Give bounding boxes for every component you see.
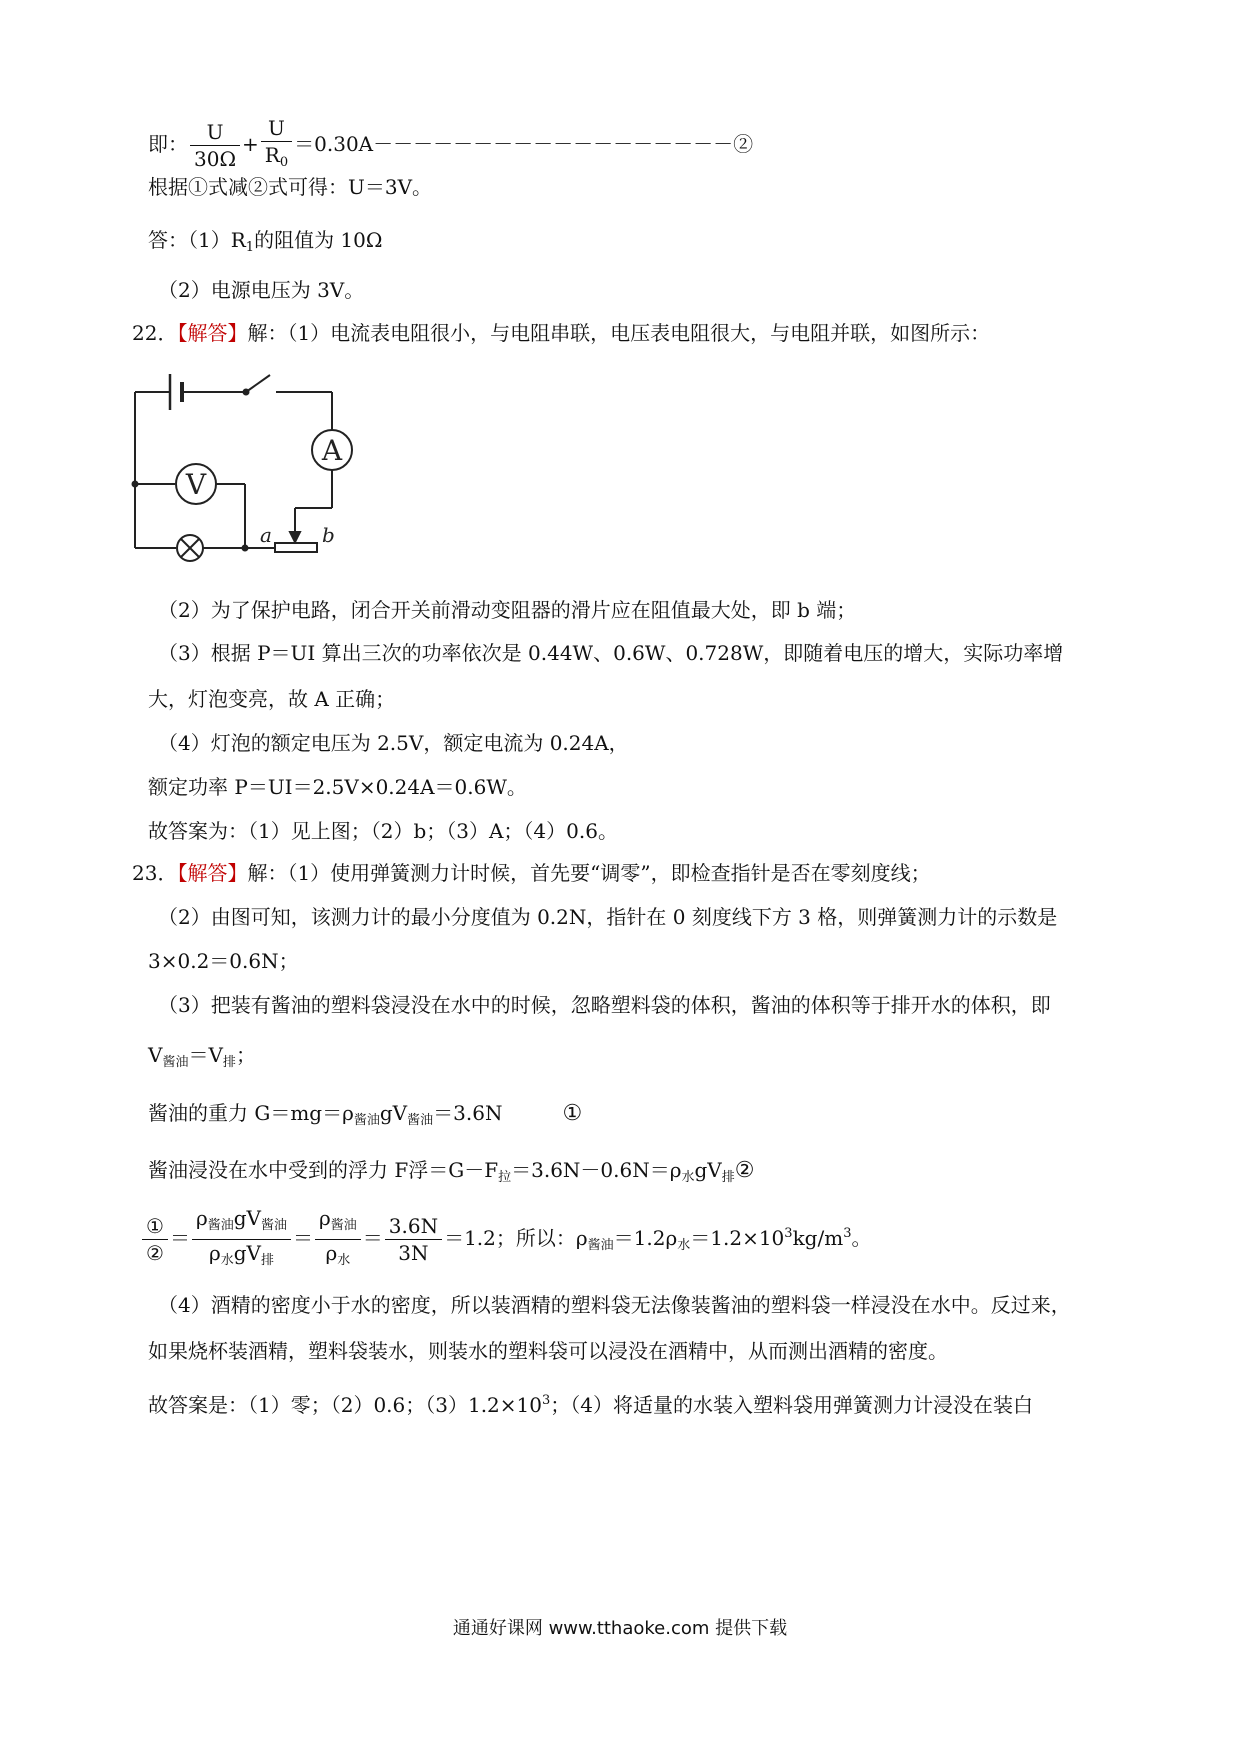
question-22-header: 22．【解答】解：（1）电流表电阻很小，与电阻串联，电压表电阻很大，与电阻并联，如图所示： [132, 321, 991, 345]
q23-answer: 故答案是：（1）零；（2）0.6；$(3)1.2\times 10^3$；（4）将适量的水装入塑料袋用弹簧测力计浸没在装白 [148, 1393, 1034, 1417]
fraction-u-r0: $\frac{U}{R_0}$ [261, 115, 292, 176]
answer-line-1: 答：$(1)R_1$的阻值为 10Ω [148, 228, 383, 255]
slider-arrow [290, 532, 300, 542]
q22-part3-line1: （3）根据 P＝UI 算出三次的功率依次是 0.44W、0.6W、0.728W，即随着电压的增大，实际功率增 [158, 641, 1064, 665]
q22-part4-line1: （4）灯泡的额定电压为 2.5V，额定电流为 0.24A， [158, 731, 629, 755]
equation-line-2: 即： $\frac{U}{30\Omega}$ + $\frac{U}{R_0}$ ＝0.30A－－－－－－－－－－－－－－－－－－② [148, 115, 753, 176]
derivation-text: 根据①式减②式可得：U＝3V。 [148, 175, 433, 199]
switch-lever [246, 375, 270, 392]
voltmeter-label: V [185, 468, 207, 501]
ammeter-label: A [321, 434, 343, 467]
answer-line-2: （2）电源电压为 3V。 [158, 278, 365, 302]
rheostat [275, 543, 317, 552]
fraction-density-full: $\frac{\rho_{酱油}gV_{酱油}}{\rho_水gV_排}$ [192, 1205, 291, 1274]
q23-ratio-equation: $\frac{\text{①}}{\text{②}}$ ＝ $\frac{\rho_{酱油}gV_{酱油}}{\rho_水gV_排}$ ＝ $\frac{\rho_{酱油}}{\rho_水}$ ＝ $\frac{3.6N}{3N}$ ＝1.2；所以：$\rho_{酱油}=1.2\rho_水=1.2\times 10^3kg/m^3$。 [140, 1205, 871, 1274]
q23-part4-line2: 如果烧杯装酒精，塑料袋装水，则装水的塑料袋可以浸没在酒精中，从而测出酒精的密度。 [148, 1339, 948, 1363]
fraction-force-ratio: $\frac{3.6N}{3N}$ [385, 1213, 442, 1266]
question-23-header: 23．【解答】解：（1）使用弹簧测力计时候，首先要“调零”，即检查指针是否在零刻度线； [132, 861, 931, 885]
terminal-a-label: a [260, 523, 272, 547]
q23-part3-line1: （3）把装有酱油的塑料袋浸没在水中的时候，忽略塑料袋的体积，酱油的体积等于排开水的体积，即 [158, 993, 1051, 1017]
q22-answer: 故答案为：（1）见上图；（2）b；（3）A；（4）0.6。 [148, 819, 618, 843]
circuit-diagram [120, 360, 400, 585]
q23-part4-line1: （4）酒精的密度小于水的密度，所以装酒精的塑料袋无法像装酱油的塑料袋一样浸没在水中。反过来， [158, 1293, 1071, 1317]
fraction-u-30: $\frac{U}{30\Omega}$ [190, 119, 240, 172]
q23-part2-line1: （2）由图可知，该测力计的最小分度值为 0.2N，指针在 0 刻度线下方 3 格，则弹簧测力计的示数是 [158, 905, 1058, 929]
q23-buoyancy-equation: 酱油浸没在水中受到的浮力 F浮$=G-F_拉=3.6N-0.6N=\rho_水gV_排②$ [148, 1158, 755, 1185]
fraction-density-ratio: $\frac{\rho_{酱油}}{\rho_水}$ [315, 1205, 361, 1274]
q22-part4-line2: 额定功率 P＝UI＝2.5V×0.24A＝0.6W。 [148, 775, 527, 799]
q23-part2-line2: 3×0.2＝0.6N； [148, 949, 299, 973]
page-footer: 通通好课网 www.tthaoke.com 提供下载 [452, 1618, 788, 1639]
terminal-b-label: b [322, 523, 335, 547]
q23-part3-line2: $V_{酱油}=V_排$； [148, 1043, 256, 1070]
fraction-circled: $\frac{\text{①}}{\text{②}}$ [142, 1213, 168, 1266]
q22-part2: （2）为了保护电路，闭合开关前滑动变阻器的滑片应在阻值最大处，即 b 端； [158, 598, 857, 622]
q22-part3-line2: 大，灯泡变亮，故 A 正确； [148, 687, 396, 711]
q23-weight-equation: 酱油的重力 $G=mg=\rho_{酱油}gV_{酱油}=3.6N$ ① [148, 1101, 583, 1128]
prefix-text: 即： [148, 132, 188, 156]
